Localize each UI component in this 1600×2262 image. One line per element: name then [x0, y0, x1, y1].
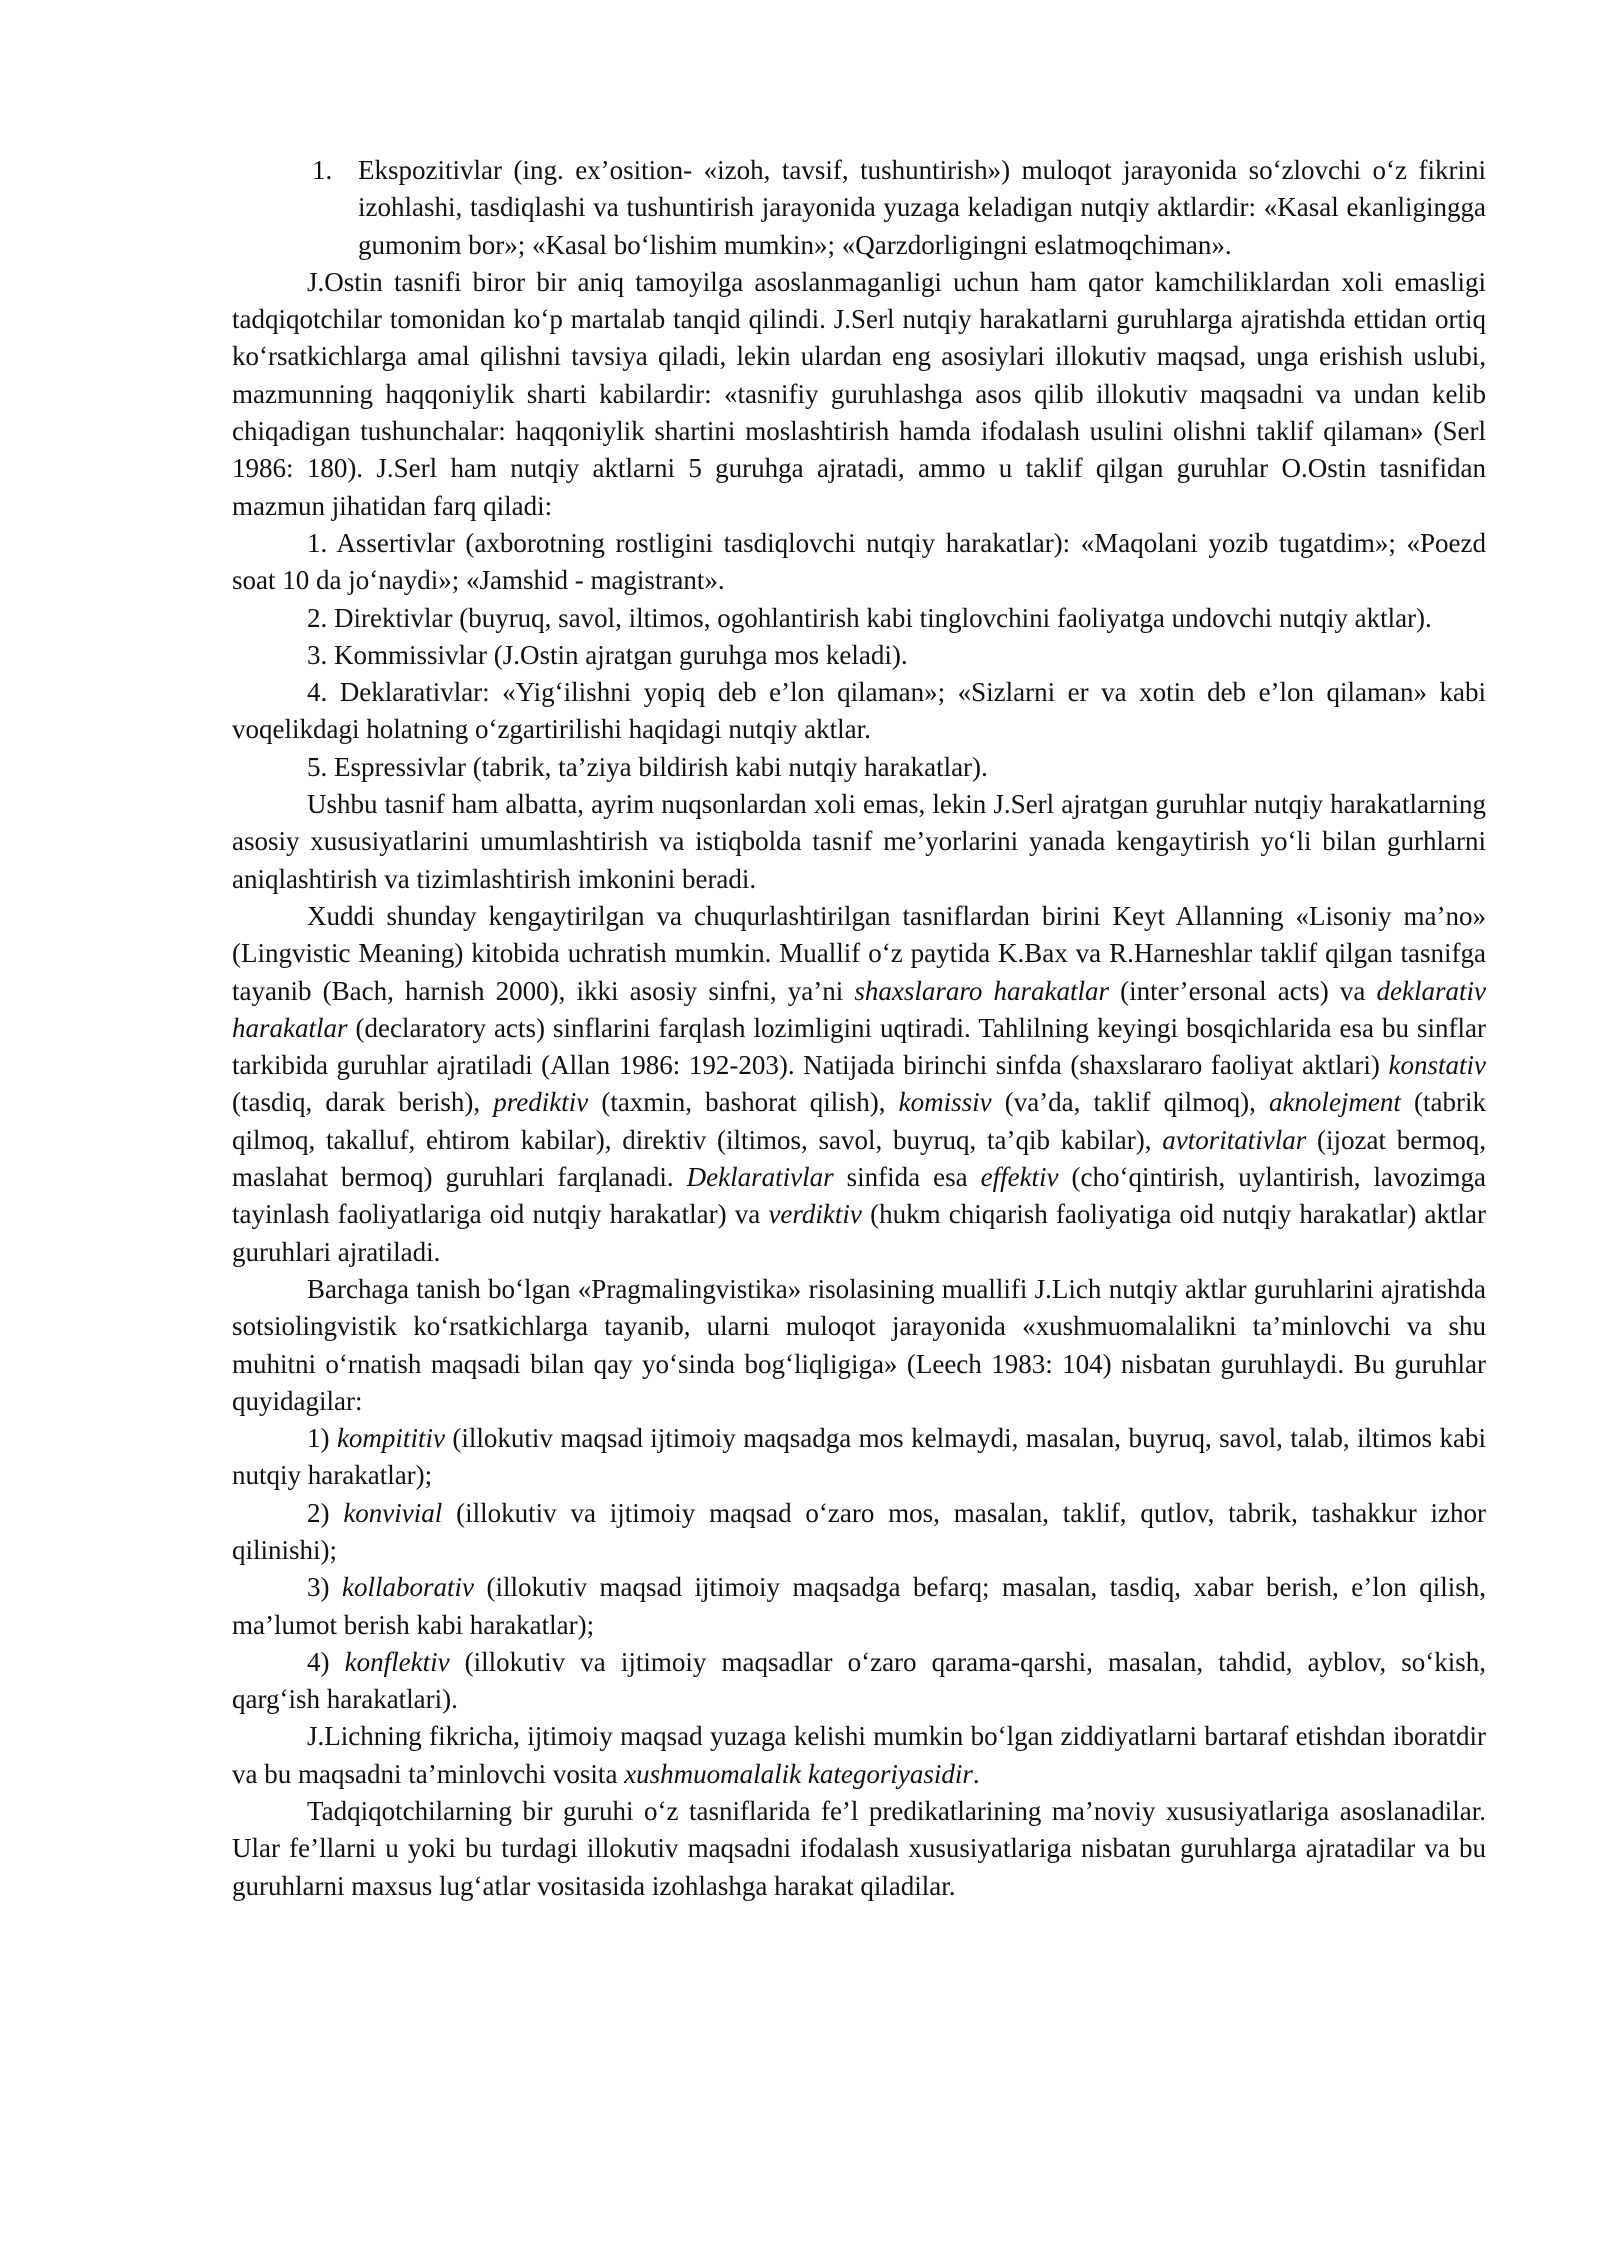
- paragraph: [232, 1644, 1486, 1719]
- text-segment: 5. Espressivlar (tabrik, ta’ziya bildirish kabi nutqiy harakatlar).: [307, 751, 988, 782]
- paragraph: [232, 264, 1486, 525]
- italic-term: kollaborativ: [342, 1572, 474, 1603]
- paragraph: [232, 1718, 1486, 1793]
- text-segment: 2. Direktivlar (buyruq, savol, iltimos, ogohlantirish kabi tinglovchini faoliyatga undovchi nutqiy aktlar).: [307, 602, 1432, 633]
- text-segment: (tasdiq, darak berish),: [232, 1087, 494, 1118]
- paragraph: [232, 1569, 1486, 1644]
- italic-term: xushmuomalalik kategoriyasidir: [624, 1758, 973, 1789]
- text-segment: (hukm chiqarish faoliyatiga oid nutqiy harakatlar) aktlar guruhlari ajratiladi.: [232, 1199, 1486, 1267]
- paragraph: [232, 749, 1486, 786]
- text-segment: (illokutiv va ijtimoiy maqsadlar o‘zaro qarama-qarshi, masalan, tahdid, ayblov, so‘kish, qarg‘ish harakatlari).: [232, 1646, 1486, 1715]
- text-segment: (illokutiv va ijtimoiy maqsad o‘zaro mos, masalan, taklif, qutlov, tabrik, tashakkur izhor qilinishi);: [232, 1497, 1486, 1565]
- paragraph: [232, 1495, 1486, 1570]
- list-number: 1.: [312, 155, 333, 185]
- italic-term: konstativ: [1388, 1050, 1486, 1081]
- text-segment: Barchaga tanish bo‘lgan «Pragmalingvistika» risolasining muallifi J.Lich nutqiy aktlar guruhlarini ajratishda sotsiolingvistik ko‘rsatkichlarga tayanib, ularni muloqot jarayonida «xushmuomalalikni ta’minlovchi va shu muhitni o‘rnatish maqsadi bilan qay yo‘sinda bog‘liqligiga» (Leech 1983: 104) nisbatan guruhlaydi. Bu guruhlar quyidagilar:: [232, 1273, 1486, 1416]
- italic-term: aknolejment: [1268, 1087, 1401, 1118]
- paragraph: [232, 600, 1486, 637]
- text-segment: 1. Assertivlar (axborotning rostligini tasdiqlovchi nutqiy harakatlar): «Maqolani yozib tugatdim»; «Poezd soat 10 da jo‘naydi»; «Jamshid - magistrant».: [232, 527, 1486, 596]
- text-segment: (illokutiv maqsad ijtimoiy maqsadga mos kelmaydi, masalan, buyruq, savol, talab, iltimos kabi nutqiy harakatlar);: [232, 1423, 1486, 1491]
- text-segment: J.Ostin tasnifi biror bir aniq tamoyilga asoslanmaganligi uchun ham qator kamchiliklardan xoli emasligi tadqiqotchilar tomonidan ko‘p martalab tanqid qilindi. J.Serl nutqiy harakatlarni guruhlarga ajratishda ettidan ortiq ko‘rsatkichlarga amal qilishni tavsiya qiladi, lekin ulardan eng asosiylari illokutiv maqsad, unga erishish uslubi, mazmunning haqqoniylik sharti kabilardir: «tasnifiy guruhlashga asos qilib illokutiv maqsadni va undan kelib chiqadigan tushunchalar: haqqoniylik shartini moslashtirish hamda ifodalash usulini olishni taklif qilaman» (Serl 1986: 180). J.Serl ham nutqiy aktlarni 5 guruhga ajratadi, ammo u taklif qilgan guruhlar O.Ostin tasnifidan mazmun jihatidan farq qiladi:: [232, 266, 1486, 521]
- paragraph: [232, 1793, 1486, 1905]
- text-segment: (taxmin, bashorat qilish),: [588, 1087, 899, 1118]
- text-segment: J.Lichning fikricha, ijtimoiy maqsad yuzaga kelishi mumkin bo‘lgan ziddiyatlarni bartaraf etishdan iboratdir va bu maqsadni ta’minlovchi vosita: [232, 1721, 1486, 1789]
- italic-term: effektiv: [980, 1162, 1059, 1193]
- text-segment: 1): [307, 1423, 337, 1454]
- paragraph: [232, 898, 1486, 1271]
- italic-term: Deklarativlar: [686, 1162, 834, 1193]
- text-segment: (cho‘qintirish, uylantirish, lavozimga tayinlash faoliyatlariga oid nutqiy harakatlar) va: [232, 1162, 1486, 1230]
- italic-term: konflektiv: [344, 1646, 450, 1677]
- document-page: [232, 152, 1486, 1905]
- paragraph: [232, 637, 1486, 674]
- text-segment: (declaratory acts) sinflarini farqlash lozimligini uqtiradi. Tahlilning keyingi bosqichlarida esa bu sinflar tarkibida guruhlar ajratiladi (Allan 1986: 192-203). Natijada birinchi sinfda (shaxslararo faoliyat aktlari): [232, 1012, 1486, 1081]
- text-segment: Xuddi shunday kengaytirilgan va chuqurlashtirilgan tasniflardan birini Keyt Allanning «Lisoniy ma’no» (Lingvistic Meaning) kitobida uchratish mumkin. Muallif o‘z paytida K.Bax va R.Harneshlar taklif qilgan tasnifga tayanib (Bach, harnish 2000), ikki asosiy sinfni, ya’ni: [232, 900, 1486, 1006]
- italic-term: deklarativ harakatlar: [232, 975, 1486, 1043]
- paragraph: [232, 1271, 1486, 1420]
- italic-term: kompititiv: [336, 1423, 445, 1454]
- text-segment: (inter’ersonal acts) va: [1109, 975, 1377, 1006]
- paragraph: [232, 786, 1486, 898]
- list-item: [232, 152, 1486, 264]
- text-segment: 3): [307, 1572, 343, 1603]
- text-segment: (va’da, taklif qilmoq),: [991, 1087, 1269, 1118]
- text-segment: Ushbu tasnif ham albatta, ayrim nuqsonlardan xoli emas, lekin J.Serl ajratgan guruhlar nutqiy harakatlarning asosiy xususiyatlarini umumlashtirish va istiqbolda tasnif me’yorlarini yanada kengaytirish yo‘li bilan gurhlarni aniqlashtirish va tizimlashtirish imkonini beradi.: [232, 789, 1486, 894]
- text-segment: (ijozat bermoq, maslahat bermoq) guruhlari farqlanadi.: [232, 1124, 1486, 1193]
- text-segment: 4. Deklarativlar: «Yig‘ilishni yopiq deb e’lon qilaman»; «Sizlarni er va xotin deb e’lon qilaman» kabi voqelikdagi holatning o‘zgartirilishi haqidagi nutqiy aktlar.: [232, 677, 1486, 745]
- text-segment: (illokutiv maqsad ijtimoiy maqsadga befarq; masalan, tasdiq, xabar berish, e’lon qilish, ma’lumot berish kabi harakatlar);: [232, 1572, 1486, 1640]
- italic-term: verdiktiv: [768, 1199, 862, 1230]
- paragraph: [232, 525, 1486, 600]
- paragraph: [232, 1420, 1486, 1495]
- text-segment: 2): [307, 1497, 344, 1528]
- italic-term: komissiv: [898, 1087, 992, 1118]
- text-segment: Tadqiqotchilarning bir guruhi o‘z tasniflarida fe’l predikatlarining ma’noviy xususiyatlariga asoslanadilar. Ular fe’llarni u yoki bu turdagi illokutiv maqsadni ifodalash xususiyatlariga nisbatan guruhlarga ajratadilar va bu guruhlarni maxsus lug‘atlar vositasida izohlashga harakat qiladilar.: [232, 1796, 1486, 1901]
- italic-term: shaxslararo harakatlar: [854, 975, 1110, 1006]
- text-segment: 3. Kommissivlar (J.Ostin ajratgan guruhga mos keladi).: [307, 639, 908, 670]
- italic-term: konvivial: [343, 1497, 443, 1528]
- body-text: [232, 264, 1486, 1905]
- text-segment: .: [972, 1758, 980, 1789]
- text-segment: 4): [307, 1646, 345, 1677]
- text-segment: (tabrik qilmoq, takalluf, ehtirom kabilar), direktiv (iltimos, savol, buyruq, ta’qib kabilar),: [232, 1087, 1486, 1155]
- text-segment: sinfida esa: [833, 1162, 981, 1193]
- italic-term: prediktiv: [493, 1087, 589, 1118]
- italic-term: avtoritativlar: [1162, 1124, 1307, 1155]
- paragraph: [232, 674, 1486, 749]
- list-item-text: Ekspozitivlar (ing. ex’osition- «izoh, tavsif, tushuntirish») muloqot jarayonida so‘zlovchi o‘z fikrini izohlashi, tasdiqlashi va tushuntirish jarayonida yuzaga keladigan nutqiy aktlardir: «Kasal ekanligingga gumonim bor»; «Kasal bo‘lishim mumkin»; «Qarzdorligingni eslatmoqchiman».: [358, 155, 1486, 260]
